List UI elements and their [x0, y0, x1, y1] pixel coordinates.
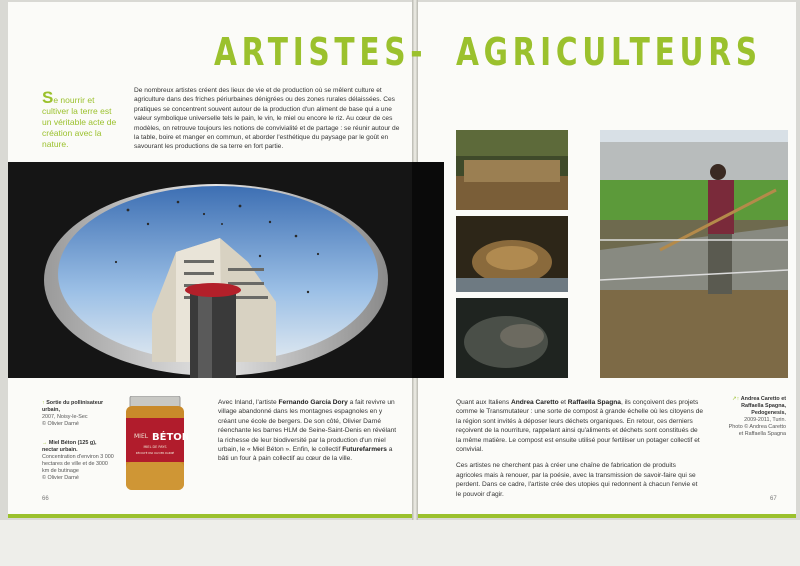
photo-compost-3 [456, 298, 568, 378]
photo-pollinator-ring [8, 162, 444, 378]
caption-title: Miel Béton (125 g), nectar urbain. [42, 440, 97, 453]
body-text: Avec Inland, l'artiste [218, 399, 279, 406]
jar-brand-small: MIEL [134, 433, 149, 440]
jar-brand: BÉTON [152, 432, 188, 443]
caption-title: Andrea Caretto et Raffaella Spagna, Pedogenesis, [740, 396, 786, 416]
jar-subtitle: MIEL DE PAYS [143, 445, 167, 449]
right-body-column [456, 398, 704, 499]
caption-pedogenesis [726, 396, 786, 438]
body-text: a bâti un four à pain collectif au cœur de la ville. [218, 446, 393, 463]
artist-name: Andrea Caretto [510, 399, 559, 406]
photo-pedogenesis [600, 130, 788, 378]
page-number-right: 67 [770, 496, 777, 502]
caption-detail: 2009-2011, Turin. [744, 417, 786, 423]
photo-compost-2 [456, 216, 568, 292]
intro-paragraph: De nombreux artistes créent des lieux de vie et de production où se mêlent culture et agriculture dans des friches périurbaines dénigrées ou des zones rurales délaissées. Ces pratiques se concentrent souvent autour de la production d'un aliment de base qui a une valeur symbolique universelle tels le pain, le vin, le miel ou encore le riz. Au cœur de ces modèles, on retrouve toujours les notions de convivialité et de partage : se réunir autour de la table, boire et manger en commun, et aborder l'esthétique du paysage par le goût en savourant les productions de sa terre en fort partie. [134, 87, 400, 151]
pull-quote-text: e nourrir et cultiver la terre est un véritable acte de création avec la nature. [42, 95, 117, 149]
scan-background [0, 520, 800, 566]
caption-pollinator [42, 400, 112, 428]
caption-detail: Concentration d'environ 3 000 hectares de ville et de 3000 km de butinage [42, 454, 114, 474]
body-text: , ils conçoivent des projets comme le Transmutateur : une sorte de compost à grande échelle où les citoyens de la région sont invités à déposer leurs déchets organiques. En retour, ces derniers reçoivent de la nourriture, rappelant ainsi qu'aliments et déchets sont constitués de la même matière. Le compost est ensuite utilisé pour fertiliser un potager collectif et convivial. [456, 399, 704, 454]
collective-name: Futurefarmers [342, 446, 387, 454]
body-text: a fait revivre un village abandonné dans les montagnes espagnoles en y créant une école de bergers. De son côté, Olivier Darné réenchante les barres HLM de Seine-Saint-Denis en révélant la richesse de leur biodiversité par la production d'un miel urbain, le « Miel Béton ». Enfin, le collectif [218, 399, 397, 454]
caption-arrow-icon: ↗↑ [732, 396, 740, 402]
caption-arrow-icon: → [42, 440, 48, 446]
jar-note: RÉCOLTÉ PAR OLIVIER DARNÉ [135, 452, 175, 455]
title-right: AGRICULTEURS [456, 30, 762, 74]
caption-title: Sortie du pollinisateur urbain, [42, 400, 104, 413]
pull-quote-dropcap: S [42, 88, 54, 107]
caption-credit: © Olivier Darné [42, 421, 79, 427]
caption-detail: 2007, Noisy-le-Sec [42, 414, 88, 420]
right-paragraph-2: Ces artistes ne cherchent pas à créer une chaîne de fabrication de produits agricoles mais à renouer, par la poésie, avec la transmission de savoir-faire qui se perdent. Dans ce cadre, l'artiste crée des utopies qui redonnent à chacun l'envie et le pouvoir d'agir. [456, 462, 698, 498]
body-text: et [558, 399, 568, 406]
left-body-column [218, 398, 402, 464]
page-number-left: 66 [42, 496, 49, 502]
photo-compost-1 [456, 130, 568, 210]
pull-quote [42, 88, 120, 150]
caption-credit: © Olivier Darné [42, 475, 79, 481]
caption-miel-beton [42, 440, 114, 482]
right-paragraph-1 [456, 398, 704, 454]
artist-name: Fernando García Dory [278, 399, 348, 406]
caption-arrow-icon: ↑ [42, 400, 45, 406]
caption-credit: Photo © Andrea Caretto et Raffaella Spagna [728, 424, 786, 437]
artist-name: Raffaella Spagna [567, 399, 621, 406]
honey-jar-image [122, 396, 188, 492]
title-left: ARTISTES- [214, 30, 428, 74]
body-text: Quant aux Italiens [456, 399, 511, 406]
